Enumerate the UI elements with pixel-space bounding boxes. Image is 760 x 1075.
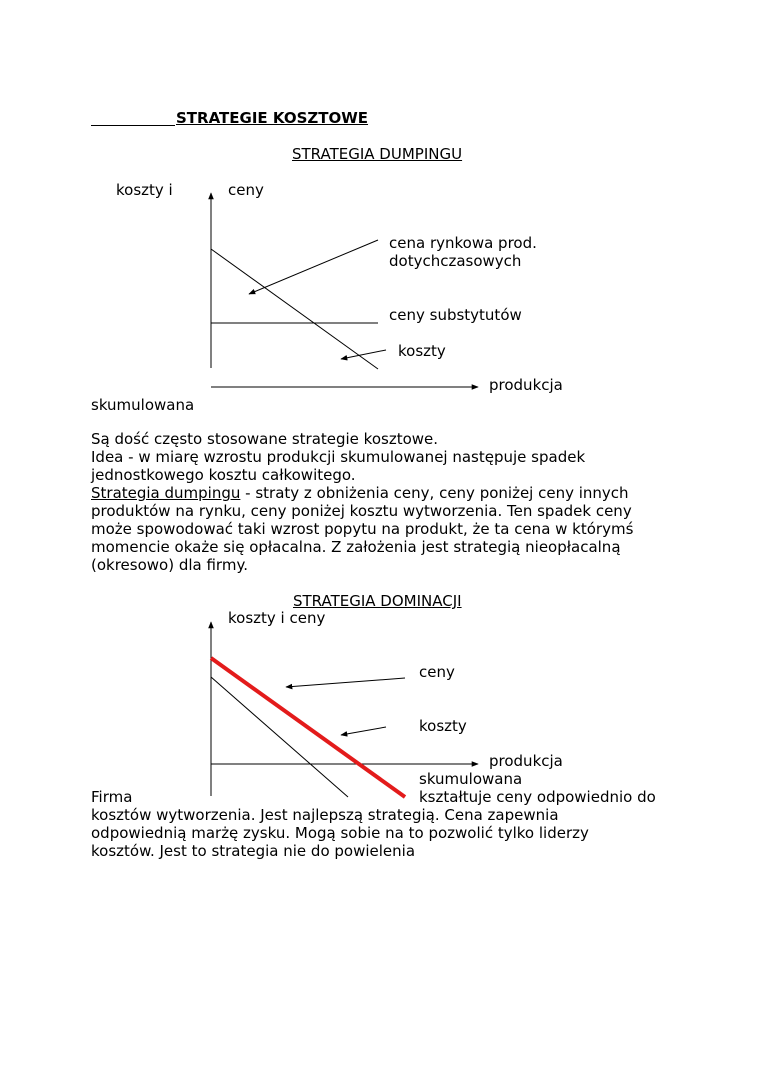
diagram1 bbox=[211, 193, 478, 387]
diagram2-x-label: produkcja bbox=[489, 752, 563, 770]
text2-line3: odpowiednią marżę zysku. Mogą sobie na to pozwolić tylko liderzy bbox=[91, 824, 589, 842]
text1-line5: produktów na rynku, ceny poniżej kosztu wytworzenia. Ten spadek ceny bbox=[91, 502, 632, 520]
text1-line4-rest: - straty z obniżenia ceny, ceny poniżej ceny innych bbox=[240, 484, 629, 502]
diagram2-price-line bbox=[211, 658, 405, 797]
diagram2-label-costs: koszty bbox=[419, 717, 467, 735]
diagram2-x-label-2: skumulowana bbox=[419, 770, 523, 788]
text1-line1: Są dość często stosowane strategie kosztowe. bbox=[91, 430, 439, 448]
diagram1-label-market-2: dotychczasowych bbox=[389, 252, 522, 270]
diagram1-label-costs: koszty bbox=[398, 342, 446, 360]
diagram2-label-prices: ceny bbox=[419, 663, 455, 681]
text1-line3: jednostkowego kosztu całkowitego. bbox=[91, 466, 356, 484]
text1-line6: może spowodować taki wzrost popytu na produkt, że ta cena w którymś bbox=[91, 520, 634, 538]
diagram1-heading: STRATEGIA DUMPINGU bbox=[292, 145, 463, 163]
diagram1-x-label: produkcja bbox=[489, 376, 563, 394]
diagram1-cost-line bbox=[211, 249, 378, 369]
diagram2-costs-arrow bbox=[341, 727, 386, 735]
diagram1-label-substitutes: ceny substytutów bbox=[389, 306, 522, 324]
text1-line2: Idea - w miarę wzrostu produkcji skumulowanej następuje spadek bbox=[91, 448, 586, 466]
diagram2-heading: STRATEGIA DOMINACJI bbox=[293, 592, 462, 610]
diagram2-y-label: koszty i ceny bbox=[228, 609, 326, 627]
diagram2-prices-arrow bbox=[286, 678, 405, 687]
diagram1-y-label-b: ceny bbox=[228, 181, 264, 199]
diagram1-y-label-a: koszty i bbox=[116, 181, 173, 199]
diagram2-cost-line bbox=[211, 677, 348, 797]
diagram1-market-arrow bbox=[249, 240, 378, 294]
diagram1-x-label-2: skumulowana bbox=[91, 396, 195, 414]
text1-line8: (okresowo) dla firmy. bbox=[91, 556, 248, 574]
term-strategia-dumpingu: Strategia dumpingu bbox=[91, 484, 241, 502]
diagram1-label-market-1: cena rynkowa prod. bbox=[389, 234, 537, 252]
text2-line1a: Firma bbox=[91, 788, 133, 806]
page-title: STRATEGIE KOSZTOWE bbox=[176, 109, 369, 127]
text2-line4: kosztów. Jest to strategia nie do powielenia bbox=[91, 842, 416, 860]
text1-line7: momencie okaże się opłacalna. Z założenia jest strategią nieopłacalną bbox=[91, 538, 621, 556]
text2-line1b: kształtuje ceny odpowiednio do bbox=[419, 788, 656, 806]
diagram1-costs-arrow bbox=[341, 350, 386, 359]
text2-line2: kosztów wytworzenia. Jest najlepszą strategią. Cena zapewnia bbox=[91, 806, 559, 824]
diagram2 bbox=[211, 622, 478, 797]
